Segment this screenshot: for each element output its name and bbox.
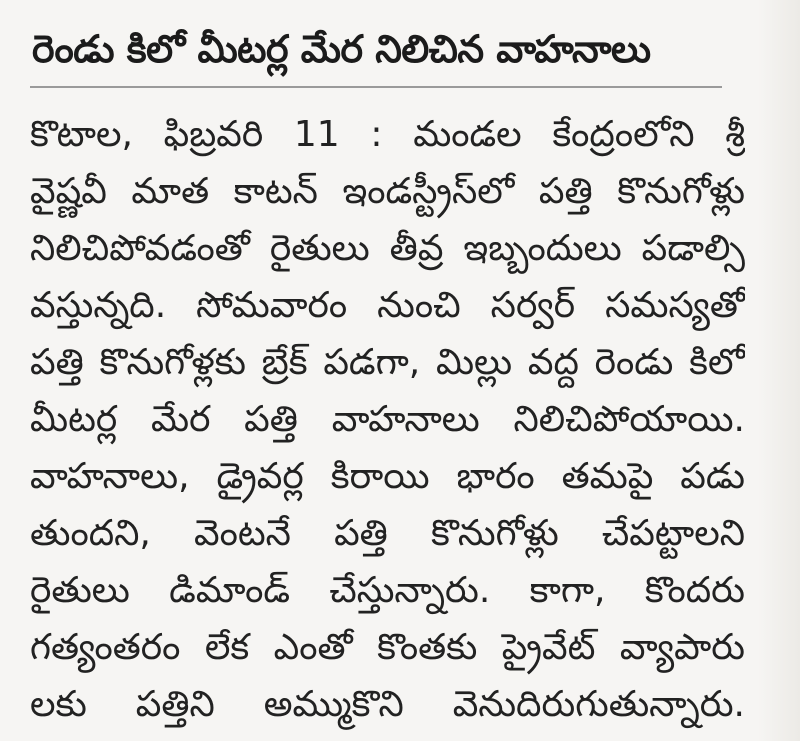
body-line: వాహనాలు, డ్రైవర్ల కిరాయి భారం తమపై పడు [30, 456, 745, 497]
article-headline: రెండు కిలో మీటర్ల మేర నిలిచిన వాహనాలు [32, 27, 651, 71]
headline-divider [30, 86, 722, 88]
page-edge-shadow [758, 0, 800, 741]
body-line: కొటాల, ఫిబ్రవరి 11 : మండల కేంద్రంలోని శ్రీ [30, 114, 745, 155]
body-line: నిలిచిపోవడంతో రైతులు తీవ్ర ఇబ్బందులు పడాల్సి [30, 228, 745, 269]
body-line: మీటర్ల మేర పత్తి వాహనాలు నిలిచిపోయాయి. [30, 399, 745, 440]
body-line: తుందని, వెంటనే పత్తి కొనుగోళ్లు చేపట్టాలని [30, 513, 745, 554]
body-line: వస్తున్నది. సోమవారం నుంచి సర్వర్ సమస్యతో [30, 285, 745, 326]
body-line: పత్తి కొనుగోళ్లకు బ్రేక్ పడగా, మిల్లు వద్ద రెండు కిలో [30, 342, 745, 383]
body-line: రైతులు డిమాండ్ చేస్తున్నారు. కాగా, కొందరు [30, 570, 745, 611]
body-line: లకు పత్తిని అమ్ముకొని వెనుదిరుగుతున్నారు. [30, 684, 745, 725]
body-line: గత్యంతరం లేక ఎంతో కొంతకు ప్రైవేట్ వ్యాపారు [30, 627, 745, 668]
body-line: వైష్ణవీ మాత కాటన్ ఇండస్ట్రీస్‌లో పత్తి కొనుగోళ్లు [30, 171, 745, 212]
article-body [30, 106, 745, 741]
